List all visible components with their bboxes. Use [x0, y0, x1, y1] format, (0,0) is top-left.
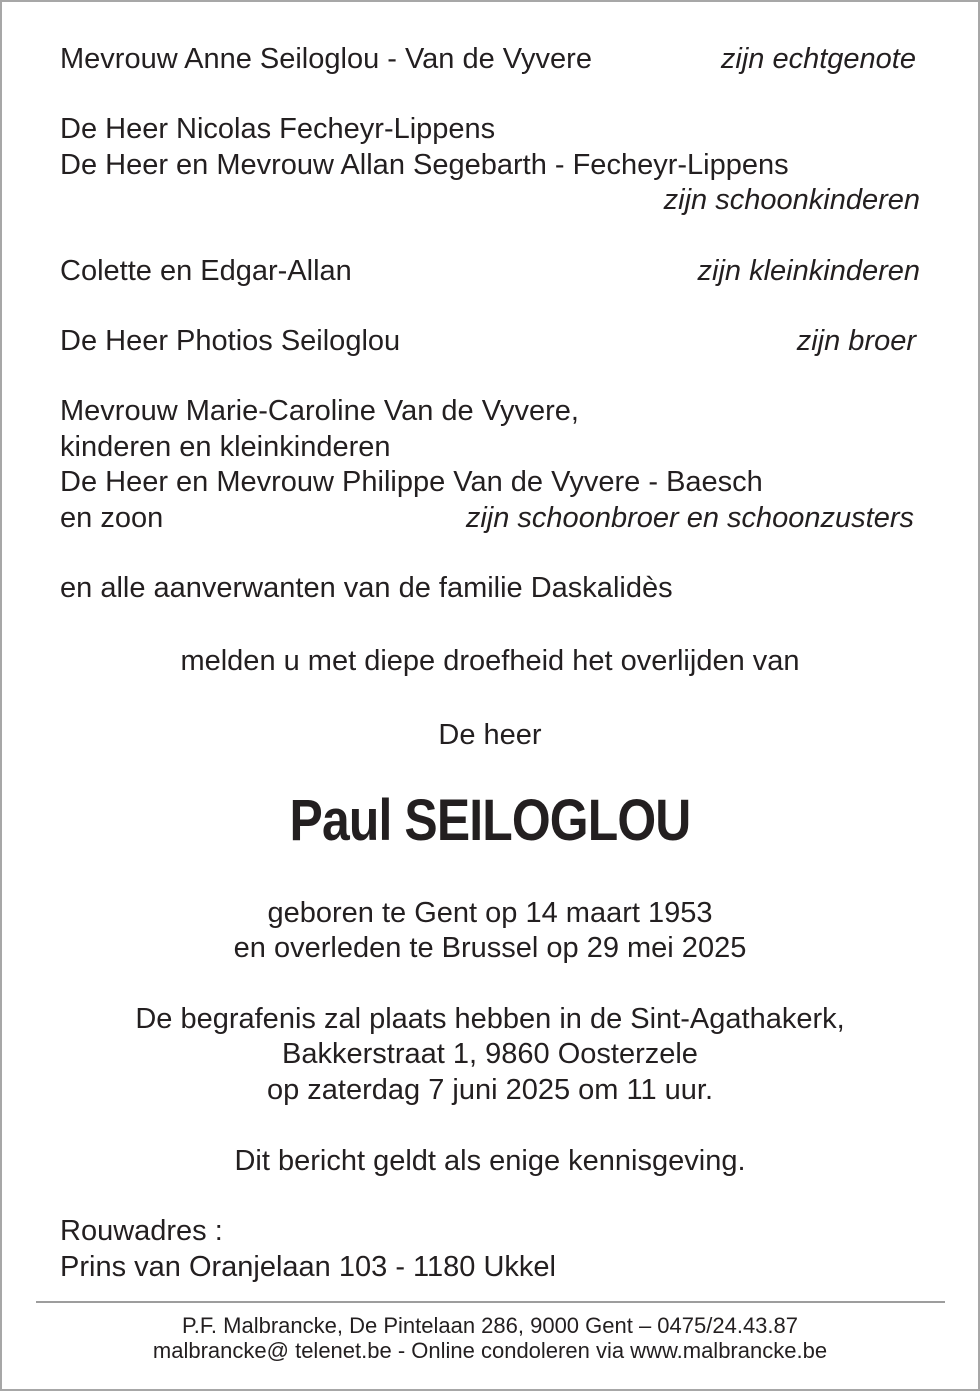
sibling-in-law-line-4: en zoon	[60, 502, 164, 534]
birth-line: geboren te Gent op 14 maart 1953	[267, 897, 713, 929]
children-in-law-role: zijn schoonkinderen	[663, 184, 920, 216]
child-in-law-1: De Heer Nicolas Fecheyr-Lippens	[60, 113, 496, 145]
sibling-in-law-line-3: De Heer en Mevrouw Philippe Van de Vyvere - Baesch	[60, 466, 763, 498]
mourning-address-label: Rouwadres :	[60, 1215, 223, 1247]
grandchildren-names: Colette en Edgar-Allan	[60, 255, 352, 287]
grandchildren-role: zijn kleinkinderen	[697, 255, 920, 287]
funeral-line-3: op zaterdag 7 juni 2025 om 11 uur.	[266, 1074, 714, 1106]
relatives-line: en alle aanverwanten van de familie Daskalidès	[60, 572, 673, 604]
deceased-name: Paul SEILOGLOU	[289, 788, 691, 853]
announcement-intro: melden u met diepe droefheid het overlijden van	[180, 645, 800, 677]
footer-line-1: P.F. Malbrancke, De Pintelaan 286, 9000 Gent – 0475/24.43.87	[181, 1313, 799, 1338]
notice-line: Dit bericht geldt als enige kennisgeving.	[234, 1145, 746, 1177]
siblings-in-law-role: zijn schoonbroer en schoonzusters	[465, 502, 914, 534]
footer-divider	[36, 1301, 945, 1303]
sibling-in-law-line-1: Mevrouw Marie-Caroline Van de Vyvere,	[60, 395, 579, 427]
spouse-role: zijn echtgenote	[720, 43, 916, 75]
brother-name: De Heer Photios Seiloglou	[60, 325, 401, 357]
spouse-name: Mevrouw Anne Seiloglou - Van de Vyvere	[60, 43, 592, 75]
deceased-title: De heer	[438, 719, 542, 751]
mourning-address: Prins van Oranjelaan 103 - 1180 Ukkel	[60, 1251, 556, 1283]
funeral-line-2: Bakkerstraat 1, 9860 Oosterzele	[282, 1038, 698, 1070]
footer-line-2: malbrancke@ telenet.be - Online condoleren via www.malbrancke.be	[152, 1338, 828, 1363]
sibling-in-law-line-2: kinderen en kleinkinderen	[60, 431, 391, 463]
death-line: en overleden te Brussel op 29 mei 2025	[233, 932, 747, 964]
funeral-line-1: De begrafenis zal plaats hebben in de Sint-Agathakerk,	[135, 1003, 845, 1035]
brother-role: zijn broer	[796, 325, 916, 357]
child-in-law-2: De Heer en Mevrouw Allan Segebarth - Fecheyr-Lippens	[60, 149, 789, 181]
